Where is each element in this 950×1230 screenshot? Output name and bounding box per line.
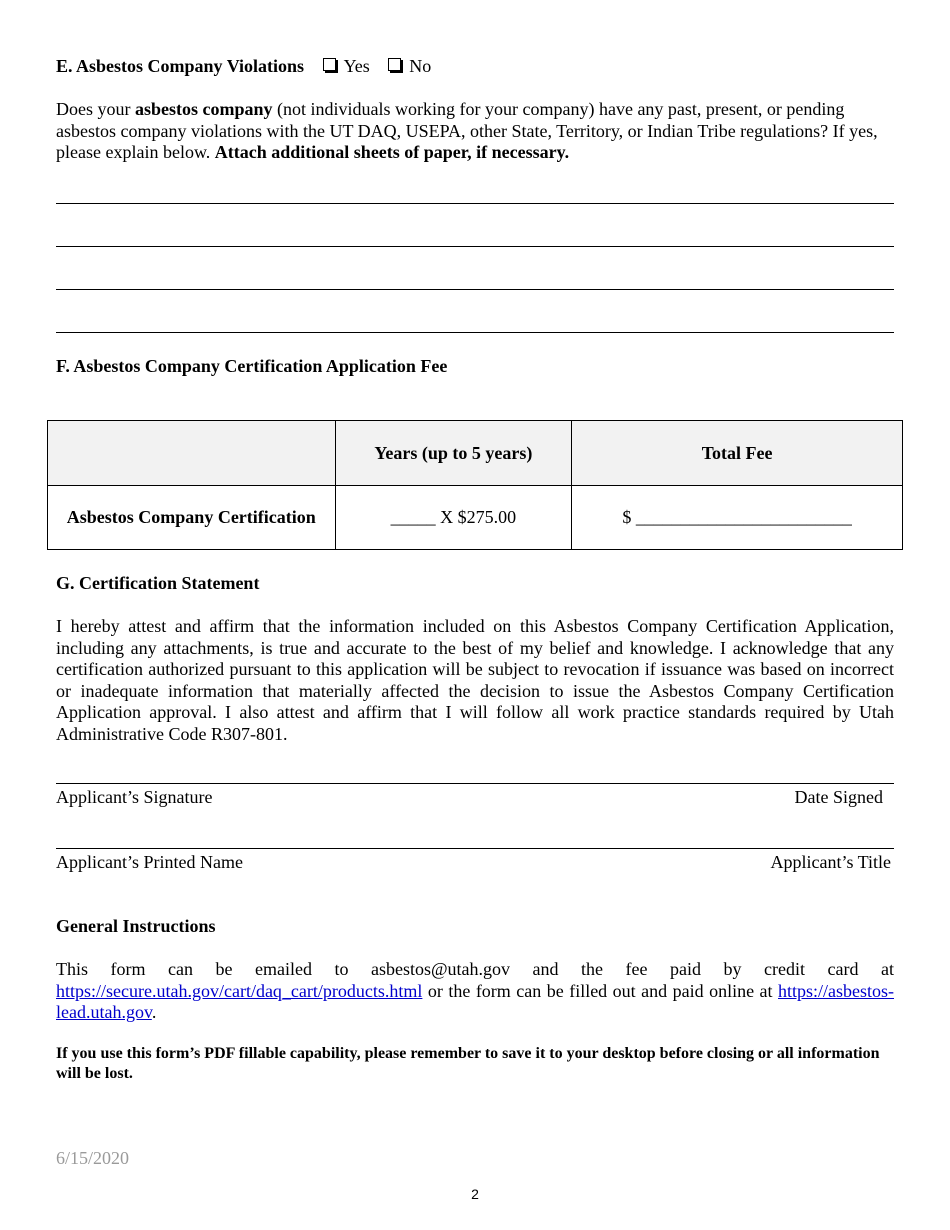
total-fee-header: Total Fee (572, 421, 903, 486)
question-bold-term: asbestos company (135, 99, 273, 119)
date-signed-label: Date Signed (794, 787, 883, 807)
no-option[interactable] (388, 56, 431, 76)
pdf-save-note: If you use this form’s PDF fillable capability, please remember to save it to your desktop before closing or all information will be lost. (56, 1045, 880, 1082)
yes-option[interactable] (323, 56, 370, 76)
asbestos-lead-link[interactable]: https://asbestos-lead.utah.gov (56, 980, 894, 1022)
form-date: 6/15/2020 (56, 1148, 130, 1168)
violations-question (56, 99, 894, 164)
page-number: 2 (471, 1186, 479, 1202)
attach-note: Attach additional sheets of paper, if necessary. (214, 142, 570, 162)
fee-table-header-row (48, 421, 903, 486)
fee-table (47, 420, 903, 550)
no-label: No (409, 56, 432, 76)
section-g-title: G. Certification Statement (56, 573, 260, 593)
total-fee-field[interactable]: $ ________________________ (572, 486, 903, 550)
general-instructions-title: General Instructions (56, 916, 216, 936)
instructions-text-2: or the form can be filled out and paid online at (422, 980, 778, 1001)
explanation-line-1[interactable] (56, 203, 894, 204)
explanation-line-3[interactable] (56, 289, 894, 290)
printed-name-line[interactable] (56, 848, 894, 849)
printed-name-label: Applicant’s Printed Name (56, 852, 243, 872)
years-field[interactable]: _____ X $275.00 (335, 486, 572, 550)
certification-statement: I hereby attest and affirm that the information included on this Asbestos Company Certification Application, including any attachments, is true and accurate to the best of my belief and knowledge. I acknowledge that any certification authorized pursuant to this application will be subject to revocation if issuance was based on incorrect or inadequate information that materially affected the decision to issue the Asbestos Company Certification Application approval. I also attest and affirm that I will follow all work practice standards required by Utah Administrative Code R307-801. (56, 616, 894, 744)
years-header: Years (up to 5 years) (335, 421, 572, 486)
explanation-line-4[interactable] (56, 332, 894, 333)
applicant-title-label: Applicant’s Title (770, 852, 891, 872)
yes-checkbox-icon[interactable] (323, 58, 336, 71)
signature-line[interactable] (56, 783, 894, 784)
explanation-line-2[interactable] (56, 246, 894, 247)
section-e-heading (56, 56, 431, 77)
certification-row-label: Asbestos Company Certification (48, 486, 336, 550)
fee-table-empty-header (48, 421, 336, 486)
instructions-text (56, 959, 894, 1024)
section-f-title: F. Asbestos Company Certification Application Fee (56, 356, 448, 376)
section-e-title: E. Asbestos Company Violations (56, 56, 305, 76)
signature-label: Applicant’s Signature (56, 787, 213, 807)
instructions-text-3: . (151, 1002, 157, 1022)
instructions-text-1: This form can be emailed to asbestos@utah.gov and the fee paid by credit card at (56, 959, 894, 979)
cart-link[interactable]: https://secure.utah.gov/cart/daq_cart/products.html (56, 980, 423, 1001)
question-text-2: (not individuals working for your company) have any past, present, or pending asbestos company violations with the UT DAQ, USEPA, other State, Territory, or Indian Tribe regulations? If yes, please explain below. (56, 99, 878, 162)
no-checkbox-icon[interactable] (388, 58, 401, 71)
yes-label: Yes (343, 56, 370, 76)
fee-table-row (48, 486, 903, 550)
question-text-1: Does your (56, 99, 135, 119)
